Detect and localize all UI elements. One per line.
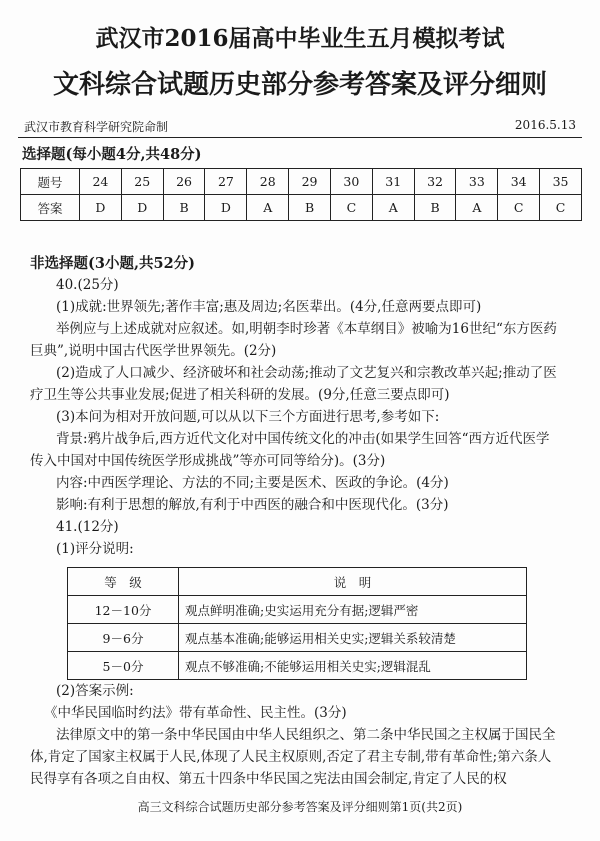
answer-cell: A bbox=[247, 195, 289, 221]
answer-cell: B bbox=[289, 195, 331, 221]
answer-cell: C bbox=[540, 195, 582, 221]
answer-cell: B bbox=[163, 195, 205, 221]
question-number-cell: 33 bbox=[456, 169, 498, 195]
q40-title: 40.(25分) bbox=[56, 277, 119, 293]
nonmc-heading: 非选择题(3小题,共52分) bbox=[30, 255, 196, 272]
desc-cell: 观点基本准确;能够运用相关史实;逻辑关系较清楚 bbox=[179, 624, 527, 652]
paragraph: (2)造成了人口减少、经济破坏和社会动荡;推动了文艺复兴和宗教改革兴起;推动了医疗卫生等公共事业发展;促进了相关科研的发展。(9分,任意三要点即可) bbox=[30, 365, 557, 403]
grade-cell: 5－0分 bbox=[68, 652, 179, 680]
question-number-cell: 24 bbox=[80, 169, 122, 195]
grading-table bbox=[67, 567, 527, 680]
answer-cell: D bbox=[80, 195, 122, 221]
question-number-cell: 26 bbox=[163, 169, 205, 195]
question-number-cell: 29 bbox=[289, 169, 331, 195]
page-footer: 高三文科综合试题历史部分参考答案及评分细则第1页(共2页) bbox=[137, 800, 463, 814]
q40-block bbox=[30, 274, 562, 560]
issuer: 武汉市教育科学研究院命制 bbox=[24, 120, 169, 134]
mc-answer-table bbox=[20, 168, 582, 221]
row-label: 答案 bbox=[21, 195, 80, 221]
question-number-cell: 25 bbox=[121, 169, 163, 195]
question-number-cell: 35 bbox=[540, 169, 582, 195]
question-number-cell: 32 bbox=[414, 169, 456, 195]
q41-part1: (1)评分说明: bbox=[56, 541, 134, 557]
question-number-cell: 31 bbox=[372, 169, 414, 195]
question-number-cell: 34 bbox=[498, 169, 540, 195]
exam-title: 武汉市2016届高中毕业生五月模拟考试 bbox=[95, 25, 505, 52]
desc-cell: 观点鲜明准确;史实运用充分有据;逻辑严密 bbox=[179, 596, 527, 624]
paragraph: 影响:有利于思想的解放,有利于中西医的融合和中医现代化。(3分) bbox=[56, 497, 449, 513]
header-cell: 说 明 bbox=[179, 568, 527, 596]
paragraph: 内容:中西医学理论、方法的不同;主要是医术、医政的争论。(4分) bbox=[56, 475, 449, 491]
row-label: 题号 bbox=[21, 169, 80, 195]
paragraph: (3)本问为相对开放问题,可以从以下三个方面进行思考,参考如下: bbox=[56, 409, 440, 425]
question-number-cell: 28 bbox=[247, 169, 289, 195]
answer-cell: A bbox=[456, 195, 498, 221]
answer-cell: A bbox=[372, 195, 414, 221]
paragraph: 举例应与上述成就对应叙述。如,明朝李时珍著《本草纲目》被喻为16世纪“东方医药巨典”,说明中国古代医学世界领先。(2分) bbox=[30, 321, 557, 359]
q41-block bbox=[30, 680, 562, 790]
answer-cell: D bbox=[205, 195, 247, 221]
q41-part2: (2)答案示例: bbox=[56, 683, 134, 699]
paragraph: 法律原文中的第一条中华民国由中华人民组织之、第二条中华民国之主权属于国民全体,肯定了国家主权属于人民,体现了人民主权原则,否定了君主专制,带有革命性;第六条人民得享有各项之自由权、第五十四条中华民国之宪法由国会制定,肯定了人民的权 bbox=[30, 727, 556, 787]
table-row bbox=[21, 195, 582, 221]
question-number-cell: 30 bbox=[330, 169, 372, 195]
table-row bbox=[21, 169, 582, 195]
mc-heading: 选择题(每小题4分,共48分) bbox=[22, 146, 202, 163]
paragraph: 《中华民国临时约法》带有革命性、民主性。(3分) bbox=[44, 705, 347, 721]
divider bbox=[18, 137, 582, 138]
document-title: 文科综合试题历史部分参考答案及评分细则 bbox=[52, 70, 547, 100]
paragraph: 背景:鸦片战争后,西方近代文化对中国传统文化的冲击(如果学生回答“西方近代医学传入中国对中国传统医学形成挑战”等亦可同等给分)。(3分) bbox=[30, 431, 550, 469]
answer-cell: C bbox=[330, 195, 372, 221]
header-cell: 等 级 bbox=[68, 568, 179, 596]
q41-title: 41.(12分) bbox=[56, 519, 119, 535]
grade-cell: 9－6分 bbox=[68, 624, 179, 652]
desc-cell: 观点不够准确;不能够运用相关史实;逻辑混乱 bbox=[179, 652, 527, 680]
date: 2016.5.13 bbox=[514, 118, 576, 132]
answer-cell: D bbox=[121, 195, 163, 221]
grade-cell: 12－10分 bbox=[68, 596, 179, 624]
answer-cell: C bbox=[498, 195, 540, 221]
paragraph: (1)成就:世界领先;著作丰富;惠及周边;名医辈出。(4分,任意两要点即可) bbox=[56, 299, 482, 315]
question-number-cell: 27 bbox=[205, 169, 247, 195]
answer-cell: B bbox=[414, 195, 456, 221]
